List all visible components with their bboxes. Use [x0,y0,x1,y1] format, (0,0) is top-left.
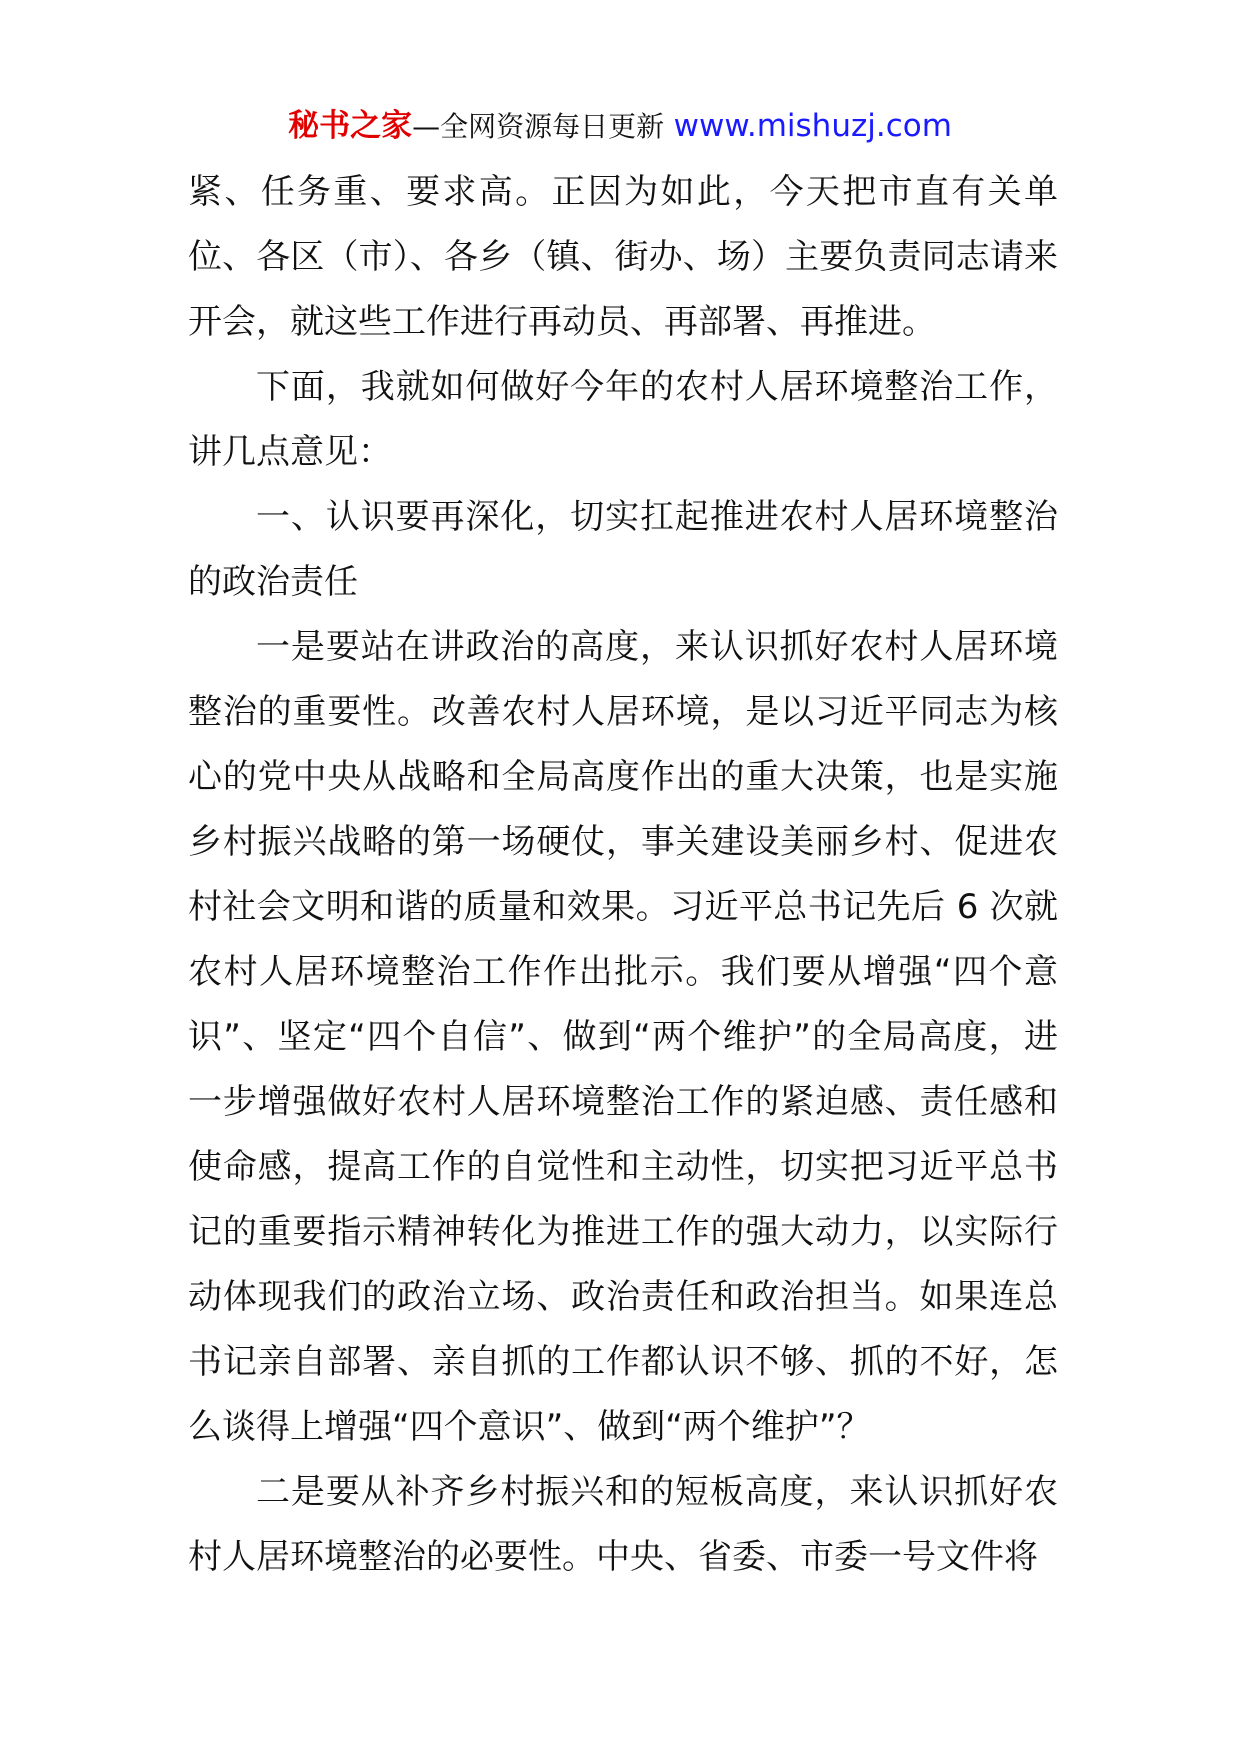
document-body [188,160,1058,1590]
paragraph-intro: 下面，我就如何做好今年的农村人居环境整治工作，讲几点意见： [188,367,1058,472]
brand-name: 秘书之家 [288,108,413,144]
website-link[interactable]: www.mishuzj.com [673,108,952,144]
paragraph-point-one: 一是要站在讲政治的高度，来认识抓好农村人居环境整治的重要性。改善农村人居环境，是以习近平同志为核心的党中央从战略和全局高度作出的重大决策，也是实施乡村振兴战略的第一场硬仗，事关建设美丽乡村、促进农村社会文明和谐的质量和效果。习近平总书记先后 6 次就农村人居环境整治工作作出批示。我们要从增强“四个意识”、坚定“四个自信”、做到“两个维护”的全局高度，进一步增强做好农村人居环境整治工作的紧迫感、责任感和使命感，提高工作的自觉性和主动性，切实把习近平总书记的重要指示精神转化为推进工作的强大动力，以实际行动体现我们的政治立场、政治责任和政治担当。如果连总书记亲自部署、亲自抓的工作都认识不够、抓的不好，怎么谈得上增强“四个意识”、做到“两个维护”？ [188,627,1058,1447]
page-header [0,104,1240,149]
paragraph-continuation: 紧、任务重、要求高。正因为如此，今天把市直有关单位、各区（市）、各乡（镇、街办、场）主要负责同志请来开会，就这些工作进行再动员、再部署、再推进。 [188,172,1058,342]
paragraph-point-two: 二是要从补齐乡村振兴和的短板高度，来认识抓好农村人居环境整治的必要性。中央、省委、市委一号文件将 [188,1472,1058,1577]
header-slogan: —全网资源每日更新 [412,110,665,143]
section-heading: 一、认识要再深化，切实扛起推进农村人居环境整治的政治责任 [188,497,1058,602]
